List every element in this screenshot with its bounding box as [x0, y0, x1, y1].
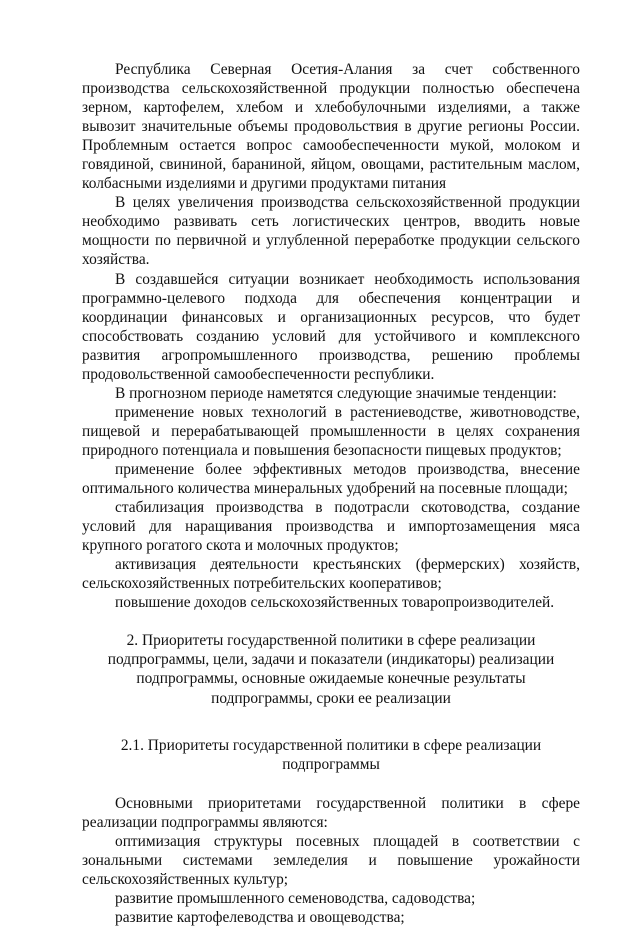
paragraph-self-sufficiency: Республика Северная Осетия-Алания за счет собственного производства сельскохозяйственной продукции полностью обеспечена зерном, картофелем, хлебом и хлебобулочными изделиями, а также вывозит значительные объемы продовольствия в другие регионы России. Проблемным остается вопрос самообеспеченности мукой, молоком и говядиной, свининой, бараниной, яйцом, овощами, растительным маслом, колбасными изделиями и другими продуктами питания — [82, 61, 580, 193]
spacer — [82, 708, 580, 736]
document-page — [82, 60, 580, 927]
list-item-new-technologies: применение новых технологий в растениеводстве, животноводстве, пищевой и перерабатывающей промышленности в целях сохранения природного потенциала и повышения безопасности пищевых продуктов; — [82, 403, 580, 459]
list-item-potato-vegetables: развитие картофелеводства и овощеводства; — [115, 908, 405, 926]
list-item-income-growth: повышение доходов сельскохозяйственных товаропроизводителей. — [115, 594, 555, 612]
paragraph-logistics-centers: В целях увеличения производства сельскохозяйственной продукции необходимо развивать сеть логистических центров, вводить новые мощности по первичной и углубленной переработке продукции сельского хозяйства. — [82, 194, 580, 269]
list-item-seed-production: развитие промышленного семеноводства, садоводства; — [115, 889, 476, 907]
list-item-efficient-methods: применение более эффективных методов производства, внесение оптимального количества минеральных удобрений на посевные площади; — [82, 460, 580, 498]
list-item-cattle-stabilization: стабилизация производства в подотрасли скотоводства, создание условий для наращивания производства и импортозамещения мяса крупного рогатого скота и молочных продуктов; — [82, 499, 580, 555]
section-heading: 2. Приоритеты государственной политики в сфере реализации подпрограммы, цели, задачи и показатели (индикаторы) реализации подпрограммы, основные ожидаемые конечные результаты подпрограммы, сроки ее реализации — [107, 632, 555, 707]
spacer — [82, 612, 580, 631]
paragraph-main-priorities: Основными приоритетами государственной политики в сфере реализации подпрограммы являются: — [82, 794, 580, 831]
subsection-heading: 2.1. Приоритеты государственной политики в сфере реализации подпрограммы — [120, 736, 542, 773]
spacer — [82, 774, 580, 794]
list-item-crop-structure: оптимизация структуры посевных площадей в соответствии с зональными системами земледелия и повышение урожайности сельскохозяйственных культур; — [82, 832, 580, 888]
paragraph-forecast-trends: В прогнозном периоде наметятся следующие значимые тенденции: — [115, 384, 557, 402]
list-item-farm-activation: активизация деятельности крестьянских (фермерских) хозяйств, сельскохозяйственных потребительских кооперативов; — [82, 556, 580, 593]
paragraph-program-approach: В создавшейся ситуации возникает необходимость использования программно-целевого подхода для обеспечения концентрации и координации финансовых и организационных ресурсов, что будет способствовать созданию условий для устойчивого и комплексного развития агропромышленного производства, решению проблемы продовольственной самообеспеченности республики. — [82, 270, 580, 383]
